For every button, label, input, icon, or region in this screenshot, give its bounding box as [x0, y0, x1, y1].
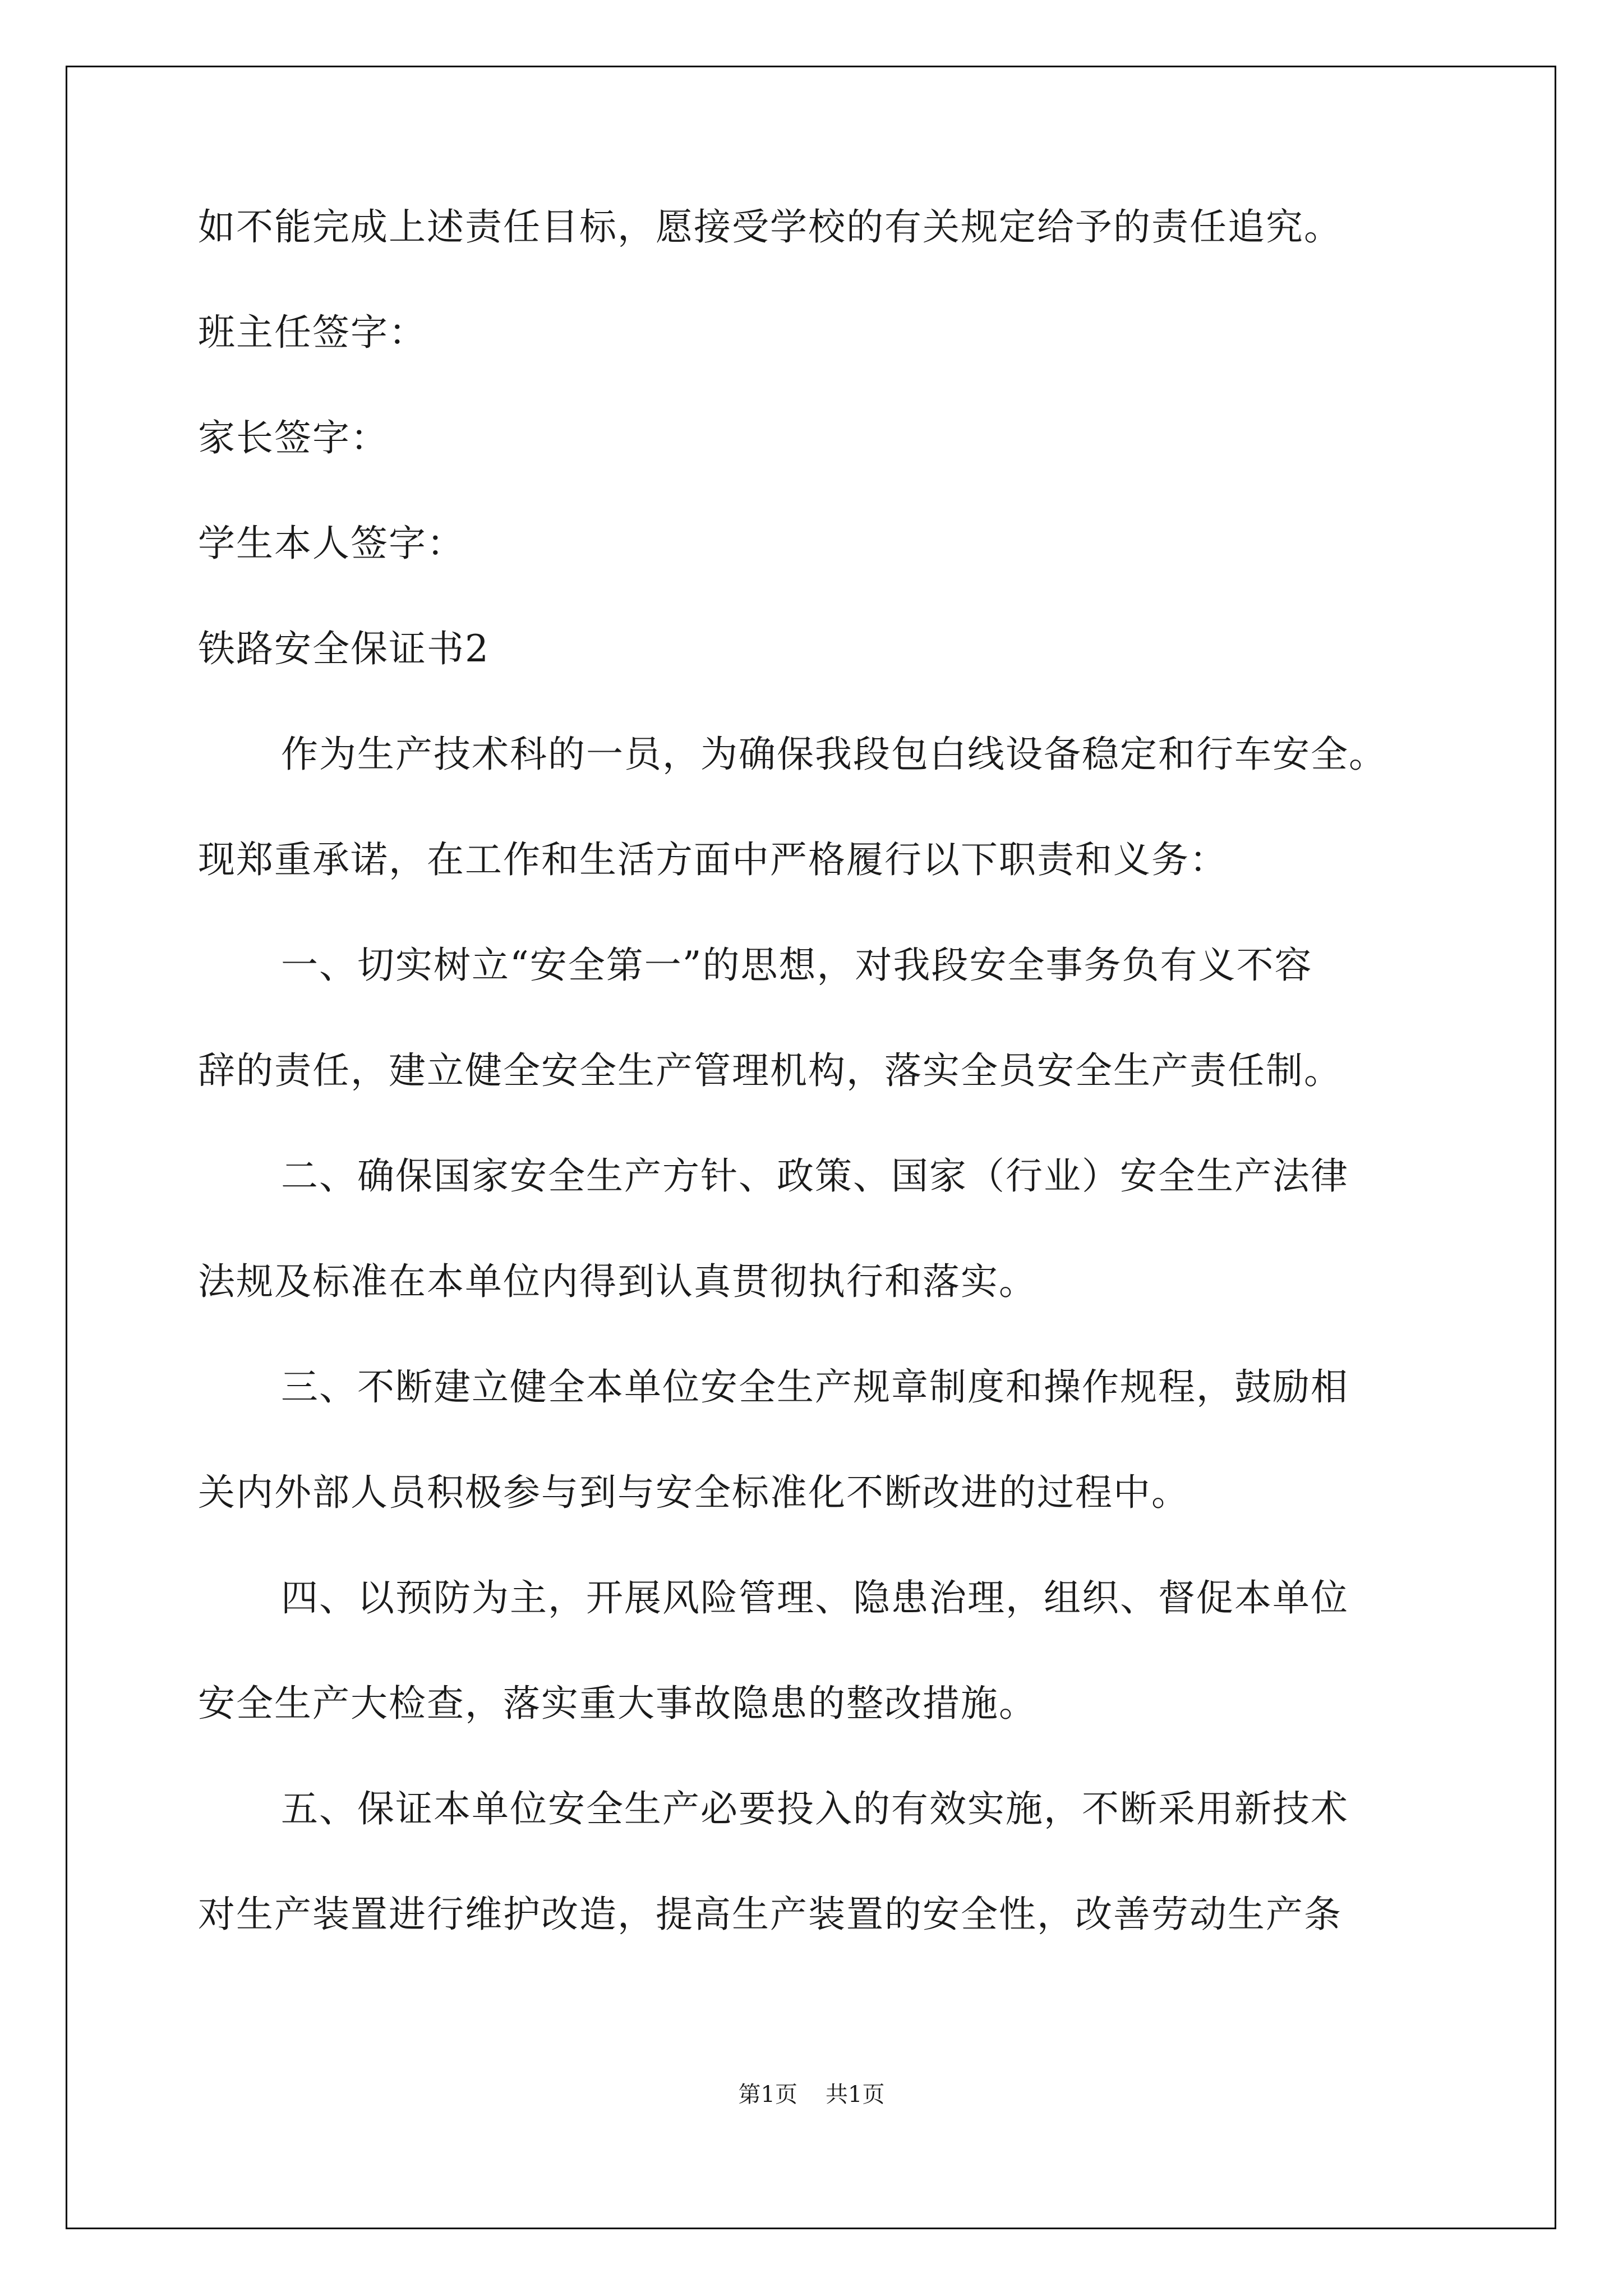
text-line: 二、确保国家安全生产方针、政策、国家（行业）安全生产法律 [281, 1154, 1349, 1198]
signature-line-parent: 家长签字： [198, 416, 389, 459]
text-line: 现郑重承诺，在工作和生活方面中严格履行以下职责和义务： [198, 838, 1228, 881]
page-number: 第1页 [738, 2082, 797, 2108]
page-footer [0, 2079, 1623, 2110]
text-line: 作为生产技术科的一员，为确保我段包白线设备稳定和行车安全。 [281, 733, 1387, 776]
text-line: 四、以预防为主，开展风险管理、隐患治理，组织、督促本单位 [281, 1576, 1349, 1619]
page-total: 共1页 [826, 2082, 885, 2108]
section-title: 铁路安全保证书2 [198, 627, 490, 670]
text-line: 五、保证本单位安全生产必要投入的有效实施，不断采用新技术 [281, 1787, 1349, 1830]
signature-line-student: 学生本人签字： [198, 522, 465, 565]
text-line: 法规及标准在本单位内得到认真贯彻执行和落实。 [198, 1260, 1037, 1303]
text-line: 安全生产大检查，落实重大事故隐患的整改措施。 [198, 1682, 1037, 1725]
text-line: 一、切实树立“安全第一”的思想，对我段安全事务负有义不容 [281, 944, 1313, 987]
text-line: 如不能完成上述责任目标，愿接受学校的有关规定给予的责任追究。 [198, 205, 1342, 249]
text-line: 关内外部人员积极参与到与安全标准化不断改进的过程中。 [198, 1471, 1189, 1514]
text-line: 对生产装置进行维护改造，提高生产装置的安全性，改善劳动生产条 [198, 1893, 1342, 1936]
text-line: 三、不断建立健全本单位安全生产规章制度和操作规程，鼓励相 [281, 1365, 1349, 1409]
signature-line-teacher: 班主任签字： [198, 311, 427, 354]
text-line: 辞的责任，建立健全安全生产管理机构，落实全员安全生产责任制。 [198, 1049, 1342, 1092]
